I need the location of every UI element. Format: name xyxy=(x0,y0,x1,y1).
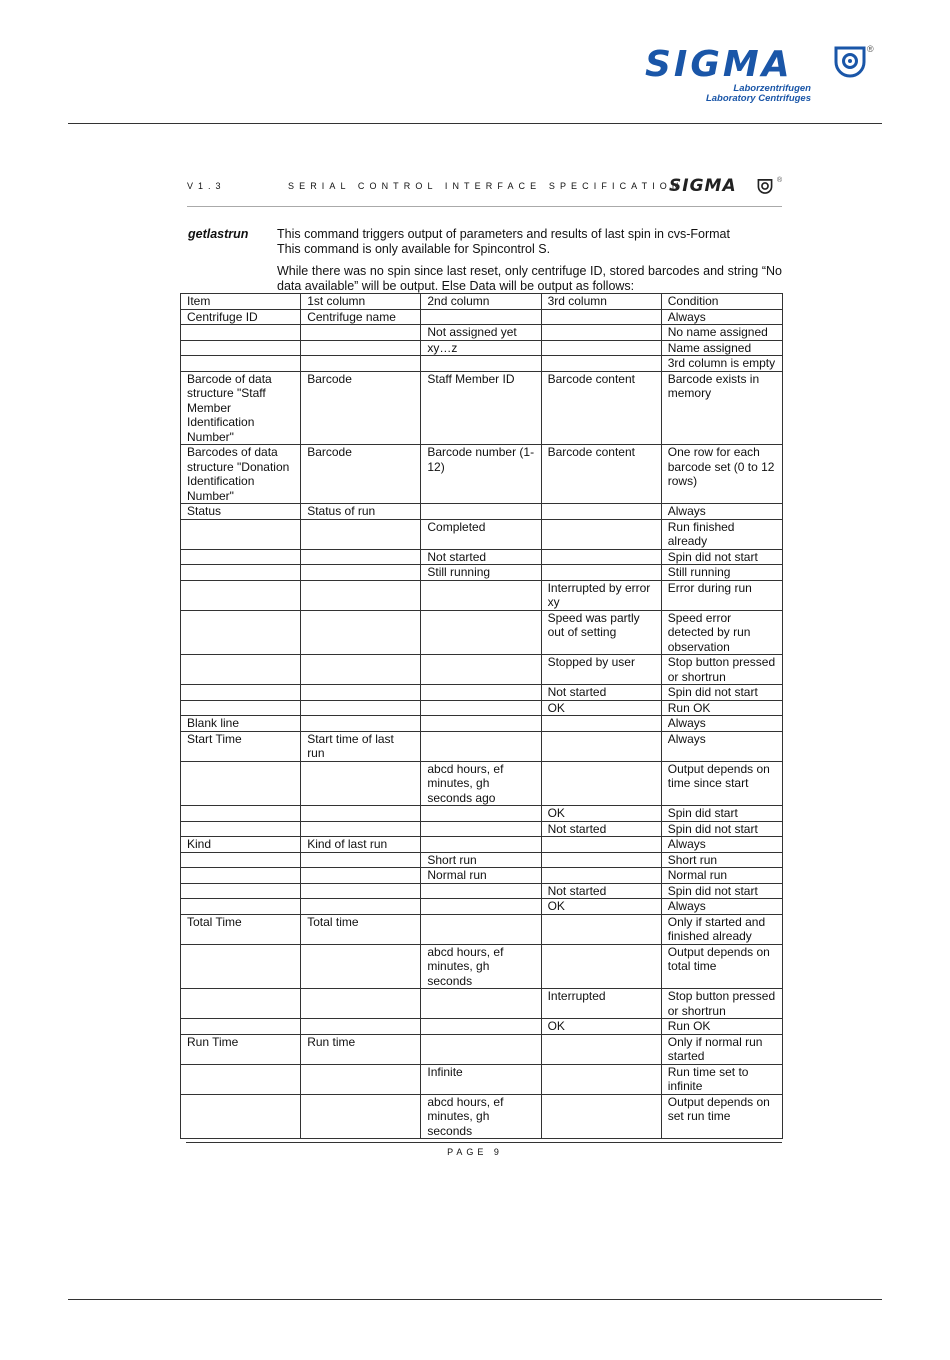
table-cell: abcd hours, ef minutes, gh seconds ago xyxy=(421,761,541,806)
table-cell xyxy=(181,700,301,716)
table-cell: No name assigned xyxy=(661,325,782,341)
output-description: While there was no spin since last reset, only centrifuge ID, stored barcodes and string “No data available” will be output. Else Data will be output as follows: xyxy=(277,264,782,293)
table-cell xyxy=(181,899,301,915)
description-line-1: This command triggers output of parameters and results of last spin in cvs-Format xyxy=(277,227,730,241)
table-header-row xyxy=(181,294,783,310)
table-cell xyxy=(541,731,661,761)
table-row xyxy=(181,309,783,325)
table-cell: Infinite xyxy=(421,1064,541,1094)
table-row xyxy=(181,685,783,701)
table-cell xyxy=(541,309,661,325)
table-cell: Not started xyxy=(541,883,661,899)
table-cell xyxy=(301,852,421,868)
table-cell: OK xyxy=(541,700,661,716)
table-cell: Not started xyxy=(541,685,661,701)
table-body xyxy=(181,294,783,1139)
table-cell xyxy=(301,761,421,806)
table-cell: Status xyxy=(181,504,301,520)
brand-subtitle-en: Laboratory Centrifuges xyxy=(705,93,811,104)
table-cell xyxy=(181,806,301,822)
footer-rule xyxy=(186,1142,782,1143)
table-cell xyxy=(421,1034,541,1064)
table-cell xyxy=(541,356,661,372)
table-cell xyxy=(181,356,301,372)
table-cell xyxy=(301,989,421,1019)
table-cell xyxy=(421,821,541,837)
table-cell xyxy=(541,716,661,732)
table-cell: Always xyxy=(661,731,782,761)
table-cell: Run Time xyxy=(181,1034,301,1064)
table-row xyxy=(181,565,783,581)
table-cell: abcd hours, ef minutes, gh seconds xyxy=(421,944,541,989)
table-cell xyxy=(301,685,421,701)
table-cell: 2nd column xyxy=(421,294,541,310)
table-cell: Barcode number (1-12) xyxy=(421,445,541,504)
table-cell: Always xyxy=(661,837,782,853)
table-cell xyxy=(421,610,541,655)
table-cell: Output depends on time since start xyxy=(661,761,782,806)
table-cell: Run time xyxy=(301,1034,421,1064)
table-cell xyxy=(541,325,661,341)
table-cell xyxy=(421,837,541,853)
table-cell xyxy=(541,549,661,565)
table-row xyxy=(181,868,783,884)
table-cell xyxy=(541,519,661,549)
table-cell: Blank line xyxy=(181,716,301,732)
table-cell: Kind xyxy=(181,837,301,853)
table-cell xyxy=(181,340,301,356)
table-cell xyxy=(301,1094,421,1139)
version-label: V1.3 xyxy=(187,181,226,191)
table-cell: Name assigned xyxy=(661,340,782,356)
table-cell xyxy=(421,655,541,685)
table-cell xyxy=(421,685,541,701)
table-cell: Barcode content xyxy=(541,445,661,504)
table-cell xyxy=(421,914,541,944)
command-name: getlastrun xyxy=(188,227,249,241)
table-cell xyxy=(301,899,421,915)
bottom-rule xyxy=(68,1299,882,1300)
registered-mark: ® xyxy=(867,44,874,54)
page-number: PAGE 9 xyxy=(447,1147,503,1157)
table-cell xyxy=(181,580,301,610)
table-cell: Always xyxy=(661,716,782,732)
table-cell: Spin did not start xyxy=(661,821,782,837)
table-row xyxy=(181,1064,783,1094)
table-cell xyxy=(181,1094,301,1139)
table-row xyxy=(181,1019,783,1035)
header-rule xyxy=(187,206,782,207)
table-cell xyxy=(181,1019,301,1035)
table-row xyxy=(181,716,783,732)
table-cell xyxy=(541,340,661,356)
table-cell: Item xyxy=(181,294,301,310)
table-cell xyxy=(301,868,421,884)
command-description xyxy=(277,227,782,256)
table-row xyxy=(181,944,783,989)
table-cell xyxy=(301,1019,421,1035)
table-cell xyxy=(181,610,301,655)
table-cell xyxy=(301,1064,421,1094)
table-cell: Spin did not start xyxy=(661,549,782,565)
table-cell xyxy=(181,685,301,701)
table-cell: OK xyxy=(541,899,661,915)
table-cell xyxy=(301,610,421,655)
table-cell xyxy=(181,989,301,1019)
table-cell: Barcode xyxy=(301,371,421,445)
table-cell: Spin did not start xyxy=(661,685,782,701)
table-cell: Barcode xyxy=(301,445,421,504)
table-cell xyxy=(541,944,661,989)
table-cell: 3rd column xyxy=(541,294,661,310)
table-row xyxy=(181,883,783,899)
header-logo: SIGMA xyxy=(669,176,737,196)
table-row xyxy=(181,445,783,504)
table-cell: Stopped by user xyxy=(541,655,661,685)
table-cell: Total Time xyxy=(181,914,301,944)
table-cell: Speed error detected by run observation xyxy=(661,610,782,655)
table-row xyxy=(181,340,783,356)
table-cell: Centrifuge name xyxy=(301,309,421,325)
table-cell xyxy=(421,899,541,915)
table-cell: Interrupted xyxy=(541,989,661,1019)
table-cell: Still running xyxy=(421,565,541,581)
table-cell: Run time set to infinite xyxy=(661,1064,782,1094)
table-cell: xy…z xyxy=(421,340,541,356)
table-row xyxy=(181,821,783,837)
table-cell xyxy=(541,868,661,884)
table-cell: Barcodes of data structure "Donation Identification Number" xyxy=(181,445,301,504)
table-cell: abcd hours, ef minutes, gh seconds xyxy=(421,1094,541,1139)
table-row xyxy=(181,549,783,565)
table-row xyxy=(181,731,783,761)
table-cell xyxy=(301,883,421,899)
table-cell: Spin did start xyxy=(661,806,782,822)
table-cell xyxy=(421,806,541,822)
table-cell xyxy=(541,852,661,868)
table-cell: Kind of last run xyxy=(301,837,421,853)
table-cell: Status of run xyxy=(301,504,421,520)
table-cell: Interrupted by error xy xyxy=(541,580,661,610)
table-row xyxy=(181,700,783,716)
table-cell xyxy=(541,761,661,806)
table-cell: One row for each barcode set (0 to 12 rows) xyxy=(661,445,782,504)
table-cell: Centrifuge ID xyxy=(181,309,301,325)
table-row xyxy=(181,899,783,915)
table-cell xyxy=(541,504,661,520)
table-cell xyxy=(181,549,301,565)
header-registered-mark: ® xyxy=(777,177,783,184)
table-cell: Normal run xyxy=(661,868,782,884)
sigma-logo xyxy=(645,42,877,104)
brand-subtitle-de: Laborzentrifugen xyxy=(733,83,811,94)
table-cell xyxy=(541,565,661,581)
table-cell xyxy=(301,565,421,581)
table-cell: Run OK xyxy=(661,1019,782,1035)
table-cell xyxy=(541,914,661,944)
table-row xyxy=(181,914,783,944)
table-cell: Completed xyxy=(421,519,541,549)
table-cell xyxy=(421,731,541,761)
table-cell xyxy=(421,700,541,716)
table-cell: Short run xyxy=(661,852,782,868)
table-row xyxy=(181,655,783,685)
table-cell: Output depends on set run time xyxy=(661,1094,782,1139)
table-cell xyxy=(181,1064,301,1094)
table-cell xyxy=(421,504,541,520)
table-cell xyxy=(181,944,301,989)
table-cell: Not started xyxy=(421,549,541,565)
table-cell xyxy=(301,325,421,341)
table-cell xyxy=(181,565,301,581)
spec-title: SERIAL CONTROL INTERFACE SPECIFICATION xyxy=(288,181,684,191)
table-cell: Normal run xyxy=(421,868,541,884)
table-cell xyxy=(301,806,421,822)
table-row xyxy=(181,837,783,853)
table-cell: Output depends on total time xyxy=(661,944,782,989)
table-cell xyxy=(181,761,301,806)
table-row xyxy=(181,610,783,655)
table-cell xyxy=(541,837,661,853)
table-cell xyxy=(181,519,301,549)
table-cell: Barcode of data structure "Staff Member Identification Number" xyxy=(181,371,301,445)
table-cell xyxy=(181,883,301,899)
table-cell xyxy=(301,700,421,716)
table-cell xyxy=(301,340,421,356)
table-row xyxy=(181,1094,783,1139)
table-cell xyxy=(421,989,541,1019)
table-cell xyxy=(181,655,301,685)
table-cell: 1st column xyxy=(301,294,421,310)
table-cell: 3rd column is empty xyxy=(661,356,782,372)
table-cell: Error during run xyxy=(661,580,782,610)
table-cell: Only if started and finished already xyxy=(661,914,782,944)
table-row xyxy=(181,356,783,372)
table-cell xyxy=(301,519,421,549)
table-cell: Still running xyxy=(661,565,782,581)
table-cell xyxy=(181,852,301,868)
table-cell xyxy=(301,821,421,837)
spiral-icon xyxy=(833,44,867,78)
table-row xyxy=(181,852,783,868)
table-cell: Barcode exists in memory xyxy=(661,371,782,445)
table-cell: Only if normal run started xyxy=(661,1034,782,1064)
brand-wordmark: SIGMA xyxy=(645,44,793,85)
table-cell xyxy=(181,325,301,341)
table-row xyxy=(181,761,783,806)
table-row xyxy=(181,371,783,445)
table-cell xyxy=(421,1019,541,1035)
description-line-2: This command is only available for Spincontrol S. xyxy=(277,241,551,256)
table-cell: Stop button pressed or shortrun xyxy=(661,655,782,685)
table-cell: Speed was partly out of setting xyxy=(541,610,661,655)
table-row xyxy=(181,1034,783,1064)
table-cell: Condition xyxy=(661,294,782,310)
table-cell xyxy=(301,655,421,685)
table-cell: Total time xyxy=(301,914,421,944)
table-row xyxy=(181,989,783,1019)
table-cell: Not assigned yet xyxy=(421,325,541,341)
document-header xyxy=(187,176,783,208)
table-cell xyxy=(301,716,421,732)
table-cell xyxy=(541,1094,661,1139)
table-cell xyxy=(421,716,541,732)
table-cell xyxy=(181,821,301,837)
table-cell: Always xyxy=(661,899,782,915)
table-cell: Start time of last run xyxy=(301,731,421,761)
table-cell: Spin did not start xyxy=(661,883,782,899)
table-cell xyxy=(301,549,421,565)
table-cell: Always xyxy=(661,309,782,325)
table-cell xyxy=(301,356,421,372)
table-cell: Barcode content xyxy=(541,371,661,445)
table-cell xyxy=(421,309,541,325)
header-spiral-icon xyxy=(757,178,773,194)
table-cell xyxy=(421,356,541,372)
output-spec-table xyxy=(180,293,783,1139)
table-cell: Always xyxy=(661,504,782,520)
table-cell xyxy=(301,944,421,989)
table-row xyxy=(181,806,783,822)
table-cell xyxy=(421,580,541,610)
table-cell: Short run xyxy=(421,852,541,868)
table-row xyxy=(181,504,783,520)
table-cell: Not started xyxy=(541,821,661,837)
table-cell xyxy=(181,868,301,884)
table-cell xyxy=(421,883,541,899)
top-rule xyxy=(68,123,882,124)
table-cell xyxy=(541,1064,661,1094)
table-row xyxy=(181,325,783,341)
table-cell: Run finished already xyxy=(661,519,782,549)
table-cell: Stop button pressed or shortrun xyxy=(661,989,782,1019)
table-cell: Start Time xyxy=(181,731,301,761)
table-cell: Staff Member ID xyxy=(421,371,541,445)
table-cell xyxy=(301,580,421,610)
table-cell xyxy=(541,1034,661,1064)
table-row xyxy=(181,580,783,610)
table-row xyxy=(181,519,783,549)
table-cell: OK xyxy=(541,806,661,822)
table-cell: Run OK xyxy=(661,700,782,716)
table-cell: OK xyxy=(541,1019,661,1035)
